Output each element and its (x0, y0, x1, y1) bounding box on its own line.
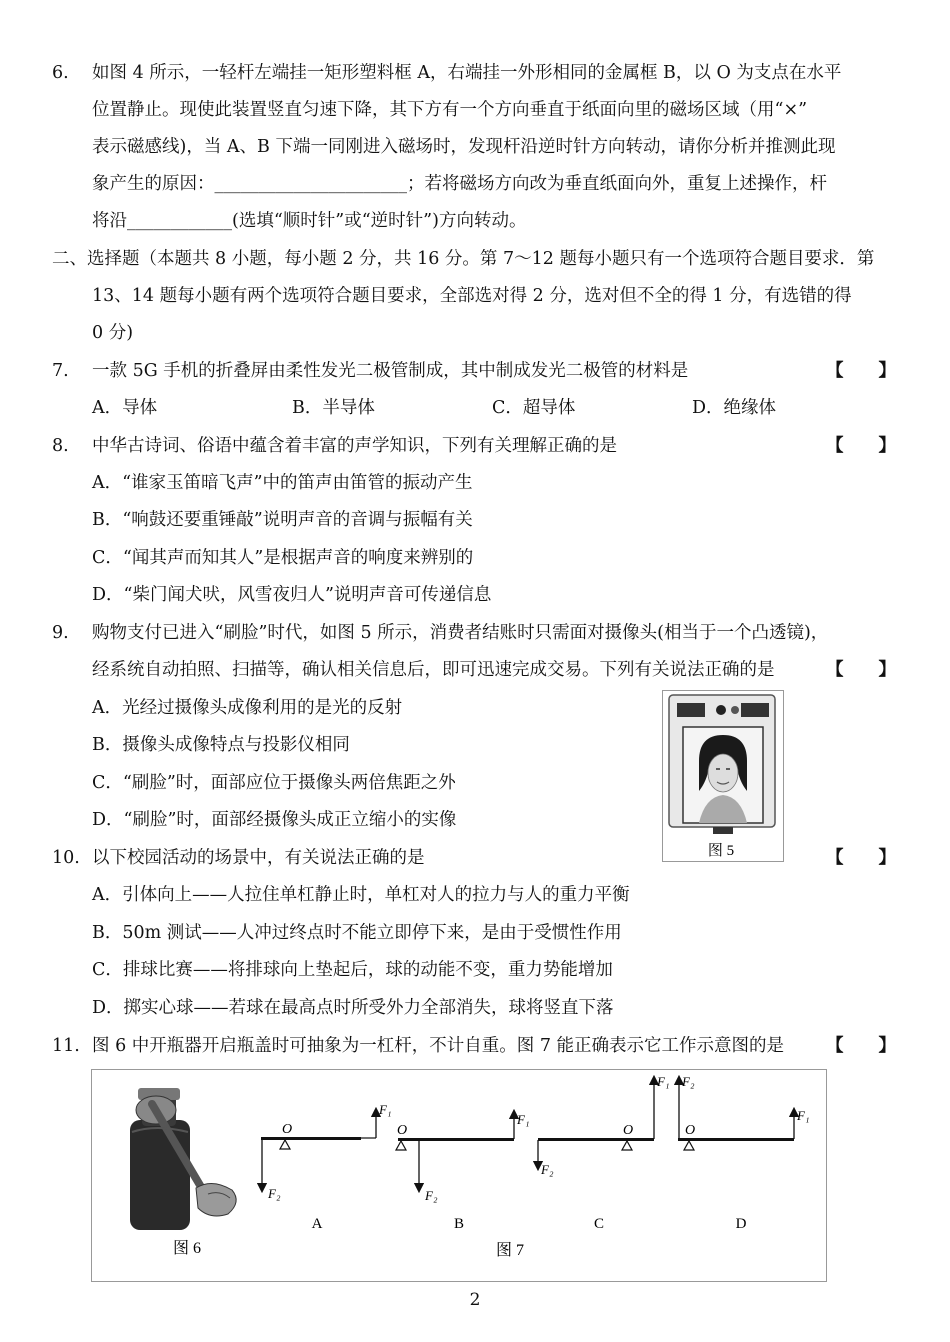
question-6-line-1: 如图 4 所示，一轻杆左端挂一矩形塑料框 A，右端挂一外形相同的金属框 B，以 O 为支点在水平 (92, 63, 842, 83)
diagram-label-b: B (453, 1216, 465, 1232)
question-6-line-3: 表示磁感线)，当 A、B 下端一同刚进入磁场时，发现杆沿逆时针方向转动，请你分析并推测此现 (92, 137, 836, 157)
pivot-label-b: O (397, 1123, 408, 1138)
force-label-d-f1: F₁ (797, 1108, 810, 1123)
question-9-option-d: D．“刷脸”时，面部经摄像头成正立缩小的实像 (92, 810, 457, 830)
force-label-a-f2: F₂ (268, 1186, 281, 1201)
question-8-number: 8. (52, 436, 69, 456)
lever-diagrams-svg (92, 1070, 826, 1281)
force-label-c-f2: F₂ (541, 1162, 554, 1177)
question-8-option-b: B．“响鼓还要重锤敲”说明声音的音调与振幅有关 (92, 510, 473, 530)
question-6-line-4: 象产生的原因：______________________；若将磁场方向改为垂直纸面向外，重复上述操作，杆 (92, 174, 827, 194)
figure-5-caption: 图 5 (707, 843, 735, 859)
question-8-answer-bracket[interactable]: 【 】 (826, 436, 896, 456)
force-label-b-f2: F₂ (425, 1188, 438, 1203)
section-2-heading-line-1: 二、选择题（本题共 8 小题，每小题 2 分，共 16 分。第 7～12 题每小题只有一个选项符合题目要求．第 (52, 249, 875, 269)
question-10-number: 10. (52, 848, 80, 868)
question-7-option-c: C．超导体 (492, 398, 576, 418)
section-2-heading-line-3: 0 分) (92, 323, 134, 343)
question-10-option-d: D．掷实心球——若球在最高点时所受外力全部消失，球将竖直下落 (92, 998, 614, 1018)
question-11-answer-bracket[interactable]: 【 】 (826, 1036, 896, 1056)
section-2-heading-line-2: 13、14 题每小题有两个选项符合题目要求，全部选对得 2 分，选对但不全的得 1 分，有选错的得 (92, 286, 852, 306)
diagram-label-a: A (311, 1216, 323, 1232)
question-9-line-1: 购物支付已进入“刷脸”时代，如图 5 所示，消费者结账时只需面对摄像头(相当于一个凸透镜)， (92, 623, 829, 643)
figure-7-caption: 图 7 (495, 1242, 525, 1259)
page-number: 2 (469, 1290, 481, 1310)
question-6-line-5: 将沿____________(选填“顺时针”或“逆时针”)方向转动。 (92, 211, 527, 231)
lever-diagram-d (678, 1074, 809, 1232)
pivot-label-a: O (282, 1122, 293, 1137)
pivot-label-d: O (685, 1123, 696, 1138)
question-8-option-c: C．“闻其声而知其人”是根据声音的响度来辨别的 (92, 548, 474, 568)
force-label-a-f1: F₁ (379, 1102, 392, 1117)
face-terminal-illustration (663, 691, 783, 861)
diagram-label-d: D (735, 1216, 747, 1232)
figure-5-face-payment-terminal (662, 690, 784, 862)
lever-diagram-a (261, 1102, 391, 1232)
question-9-line-2: 经系统自动拍照、扫描等，确认相关信息后，即可迅速完成交易。下列有关说法正确的是 (92, 660, 775, 680)
question-8-option-a: A．“谁家玉笛暗飞声”中的笛声由笛管的振动产生 (92, 473, 473, 493)
lever-diagram-c (538, 1074, 669, 1232)
force-label-b-f1: F₁ (517, 1112, 530, 1127)
question-7-stem: 一款 5G 手机的折叠屏由柔性发光二极管制成，其中制成发光二极管的材料是 (92, 361, 689, 381)
question-6-line-2: 位置静止。现使此装置竖直匀速下降，其下方有一个方向垂直于纸面向里的磁场区域（用“×” (92, 100, 808, 120)
question-9-answer-bracket[interactable]: 【 】 (826, 660, 896, 680)
force-label-c-f1: F₁ (657, 1074, 670, 1089)
force-label-d-f2: F₂ (682, 1074, 695, 1089)
question-7-option-a: A．导体 (92, 398, 158, 418)
lever-diagram-b (396, 1112, 529, 1232)
question-9-option-a: A．光经过摄像头成像利用的是光的反射 (92, 698, 403, 718)
question-6-number: 6. (52, 63, 69, 83)
question-9-option-c: C．“刷脸”时，面部应位于摄像头两倍焦距之外 (92, 773, 456, 793)
question-9-number: 9. (52, 623, 69, 643)
question-10-option-c: C．排球比赛——将排球向上垫起后，球的动能不变，重力势能增加 (92, 960, 613, 980)
diagram-label-c: C (593, 1216, 605, 1232)
figure-6-7-lever-diagrams (91, 1069, 827, 1282)
question-7-option-d: D．绝缘体 (692, 398, 777, 418)
question-7-number: 7. (52, 361, 69, 381)
question-8-stem: 中华古诗词、俗语中蕴含着丰富的声学知识，下列有关理解正确的是 (92, 436, 617, 456)
question-7-answer-bracket[interactable]: 【 】 (826, 361, 896, 381)
question-9-option-b: B．摄像头成像特点与投影仪相同 (92, 735, 350, 755)
question-7-option-b: B．半导体 (292, 398, 375, 418)
figure-6-caption: 图 6 (172, 1240, 202, 1257)
question-10-answer-bracket[interactable]: 【 】 (826, 848, 896, 868)
question-10-option-b: B．50m 测试——人冲过终点时不能立即停下来，是由于受惯性作用 (92, 923, 622, 943)
question-8-option-d: D．“柴门闻犬吠，风雪夜归人”说明声音可传递信息 (92, 585, 492, 605)
question-10-option-a: A．引体向上——人拉住单杠静止时，单杠对人的拉力与人的重力平衡 (92, 885, 630, 905)
bottle-opener-photo (130, 1088, 236, 1230)
pivot-label-c: O (623, 1123, 634, 1138)
question-11-number: 11. (52, 1036, 80, 1056)
question-11-stem: 图 6 中开瓶器开启瓶盖时可抽象为一杠杆，不计自重。图 7 能正确表示它工作示意图的是 (92, 1036, 785, 1056)
question-10-stem: 以下校园活动的场景中，有关说法正确的是 (92, 848, 425, 868)
